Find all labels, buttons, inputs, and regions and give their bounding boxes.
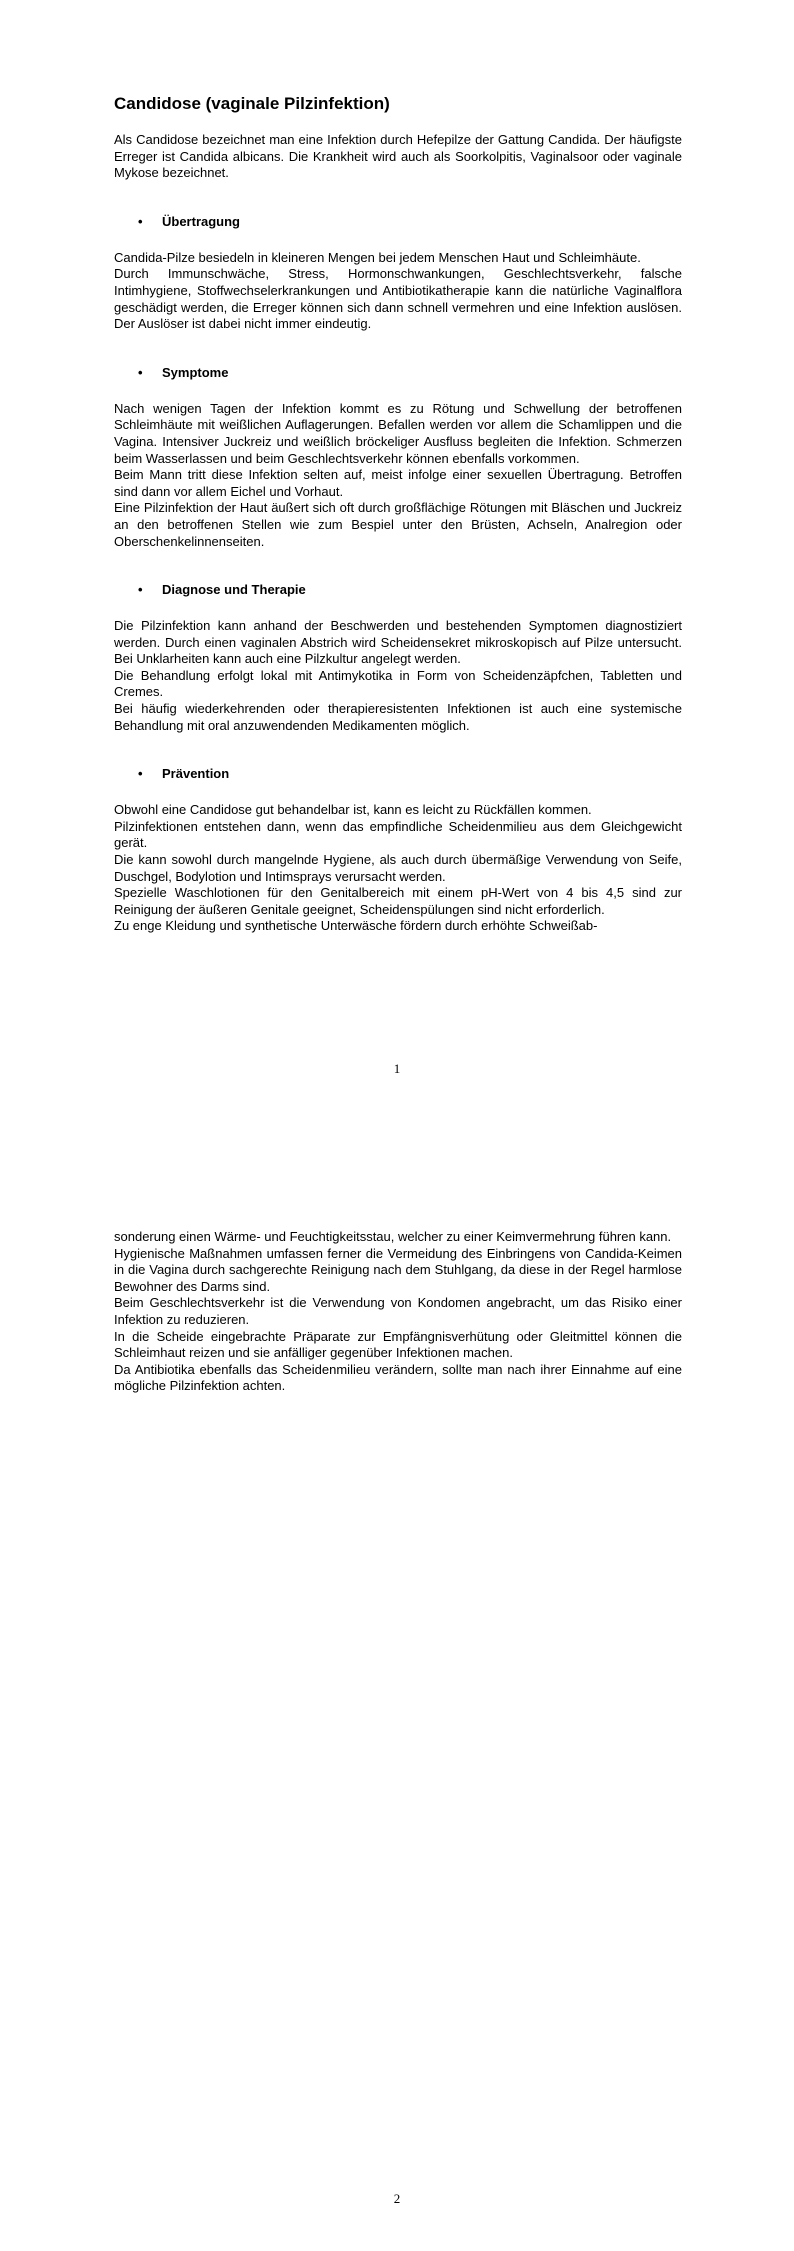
paragraph: Die Behandlung erfolgt lokal mit Antimykotika in Form von Scheidenzäpfchen, Tabletten und Cremes. [114, 667, 682, 700]
paragraph: Pilzinfektionen entstehen dann, wenn das empfindliche Scheidenmilieu aus dem Gleichgewicht gerät. [114, 818, 682, 851]
paragraph: Obwohl eine Candidose gut behandelbar ist, kann es leicht zu Rückfällen kommen. [114, 802, 592, 818]
document-title: Candidose (vaginale Pilzinfektion) [114, 94, 390, 113]
paragraph: Nach wenigen Tagen der Infektion kommt es zu Rötung und Schwellung der betroffenen Schleimhäute mit weißlichen Auflagerungen. Befallen werden vor allem die Schamlippen und die Vagina. Intensiver Juckreiz und weißlich bröckeliger Ausfluss begleiten die Infektion. Schmerzen beim Wasserlassen und beim Geschlechtsverkehr können ebenfalls vorkommen. [114, 400, 682, 466]
paragraph: Candida-Pilze besiedeln in kleineren Mengen bei jedem Menschen Haut und Schleimhäute. [114, 249, 641, 265]
paragraph: Eine Pilzinfektion der Haut äußert sich oft durch großflächige Rötungen mit Bläschen und Juckreiz an den betroffenen Stellen wie zum Bespiel unter den Brüsten, Achseln, Analregion oder Oberschenkelinnenseiten. [114, 500, 682, 549]
page-number: 2 [393, 2191, 401, 2206]
paragraph: Beim Mann tritt diese Infektion selten auf, meist infolge einer sexuellen Übertragung. Betroffen sind dann vor allem Eichel und Vorhaut. [114, 467, 682, 499]
bullet-icon: • [138, 213, 143, 229]
paragraph: In die Scheide eingebrachte Präparate zur Empfängnisverhütung oder Gleitmittel können die Schleimhaut reizen und sie anfälliger gegenüber Infektionen machen. [114, 1328, 682, 1361]
paragraph: Die Pilzinfektion kann anhand der Beschwerden und bestehenden Symptomen diagnostiziert werden. Durch einen vaginalen Abstrich wird Scheidensekret mikroskopisch auf Pilze untersucht. Bei Unklarheiten kann auch eine Pilzkultur angelegt werden. [114, 618, 682, 667]
page-1 [0, 0, 794, 1125]
bullet-icon: • [138, 766, 143, 782]
paragraph: Zu enge Kleidung und synthetische Unterwäsche fördern durch erhöhte Schweißab- [114, 918, 598, 934]
paragraph: sonderung einen Wärme- und Feuchtigkeitsstau, welcher zu einer Keimvermehrung führen kann. [114, 1229, 672, 1244]
page-2-content [114, 1229, 682, 1395]
page-number: 1 [393, 1061, 401, 1076]
section-heading-uebertragung [114, 214, 682, 230]
paragraph: Die kann sowohl durch mangelnde Hygiene, als auch durch übermäßige Verwendung von Seife, Duschgel, Bodylotion und Intimsprays verursacht werden. [114, 852, 682, 884]
paragraph: Hygienische Maßnahmen umfassen ferner die Vermeidung des Einbringens von Candida-Keimen in die Vagina durch sachgerechte Reinigung nach dem Stuhlgang, da diese in der Regel harmlose Bewohner des Darms sind. [114, 1245, 682, 1294]
paragraph: Bei häufig wiederkehrenden oder therapieresistenten Infektionen ist auch eine systemische Behandlung mit oral anzuwendenden Medikamenten möglich. [114, 701, 682, 733]
section-heading-label: Diagnose und Therapie [162, 582, 306, 598]
intro-paragraph: Als Candidose bezeichnet man eine Infektion durch Hefepilze der Gattung Candida. Der häufigste Erreger ist Candida albicans. Die Krankheit wird auch als Soorkolpitis, Vaginalsoor oder vaginale Mykose bezeichnet. [114, 132, 682, 181]
section-heading-diagnose-therapie [114, 582, 682, 598]
paragraph: Beim Geschlechtsverkehr ist die Verwendung von Kondomen angebracht, um das Risiko einer Infektion zu reduzieren. [114, 1295, 682, 1327]
bullet-icon: • [138, 364, 143, 380]
paragraph: Spezielle Waschlotionen für den Genitalbereich mit einem pH-Wert von 4 bis 4,5 sind zur Reinigung der äußeren Genitale geeignet, Scheidenspülungen sind nicht erforderlich. [114, 885, 682, 917]
page-1-content [114, 94, 682, 935]
section-heading-label: Prävention [162, 766, 230, 782]
section-heading-label: Übertragung [162, 213, 240, 229]
bullet-icon: • [138, 582, 143, 598]
section-heading-symptome [114, 365, 682, 381]
section-heading-praevention [114, 766, 682, 782]
paragraph: Da Antibiotika ebenfalls das Scheidenmilieu verändern, sollte man nach ihrer Einnahme auf eine mögliche Pilzinfektion achten. [114, 1361, 682, 1394]
section-heading-label: Symptome [162, 364, 229, 380]
paragraph: Durch Immunschwäche, Stress, Hormonschwankungen, Geschlechtsverkehr, falsche Intimhygiene, Stoffwechselerkrankungen und Antibiotikatherapie kann die natürliche Vaginalflora geschädigt werden, die Erreger können sich dann schnell vermehren und eine Infektion auslösen. Der Auslöser ist dabei nicht immer eindeutig. [114, 266, 682, 332]
page-2 [0, 1125, 794, 2250]
